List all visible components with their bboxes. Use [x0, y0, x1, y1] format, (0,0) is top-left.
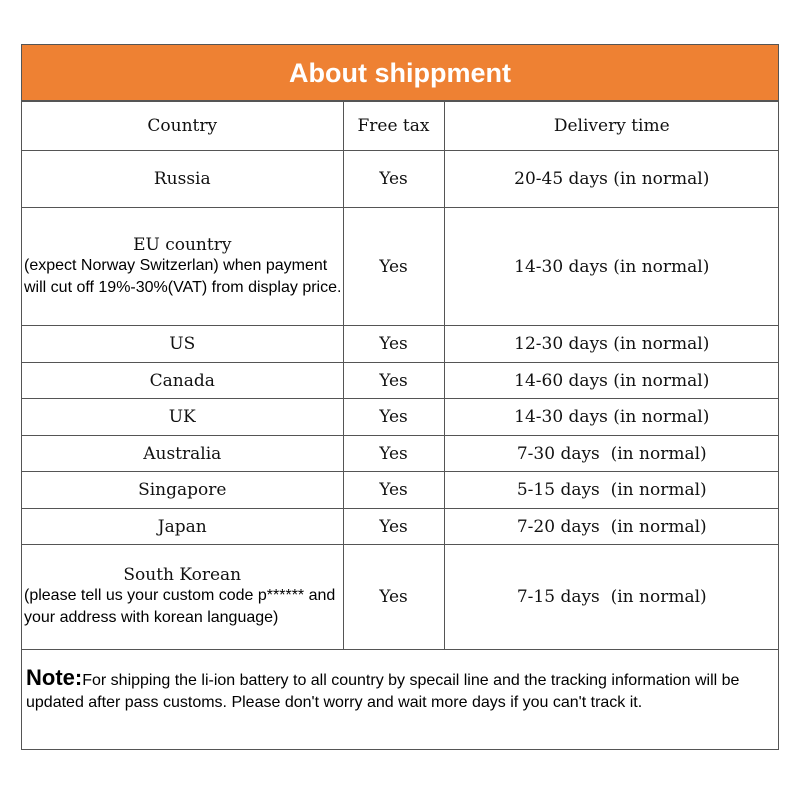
- country-cell: [22, 363, 343, 399]
- country-name: UK: [168, 407, 196, 427]
- country-cell: [22, 399, 343, 436]
- shipping-info-panel: [21, 44, 779, 750]
- table-header-row: [22, 102, 779, 151]
- delivery-time-cell: 14-30 days (in normal): [444, 399, 779, 436]
- table-row: [22, 208, 779, 326]
- country-cell: [22, 472, 343, 509]
- country-name: US: [169, 334, 196, 354]
- table-row: [22, 509, 779, 545]
- country-note: (please tell us your custom code p****** and your address with korean language): [24, 587, 336, 626]
- shipping-table: [22, 101, 779, 650]
- delivery-time-cell: 12-30 days (in normal): [444, 326, 779, 363]
- delivery-time-cell: 7-20 days (in normal): [444, 509, 779, 545]
- table-row: [22, 363, 779, 399]
- table-row: [22, 545, 779, 650]
- free-tax-cell: Yes: [343, 363, 444, 399]
- country-note: (expect Norway Switzerlan) when payment will cut off 19%-30%(VAT) from display price.: [24, 256, 342, 296]
- country-cell: [22, 326, 343, 363]
- free-tax-cell: Yes: [343, 208, 444, 326]
- country-cell: [22, 208, 343, 326]
- page-title: About shippment: [22, 45, 778, 101]
- delivery-time-cell: 14-30 days (in normal): [444, 208, 779, 326]
- table-row: [22, 151, 779, 208]
- column-header-free-tax: Free tax: [343, 102, 444, 151]
- delivery-time-cell: 7-30 days (in normal): [444, 436, 779, 472]
- free-tax-cell: Yes: [343, 472, 444, 509]
- country-name: EU country: [133, 234, 232, 255]
- note-box: [22, 649, 779, 750]
- table-row: [22, 436, 779, 472]
- country-name: Australia: [143, 443, 222, 464]
- country-cell: [22, 151, 343, 208]
- table-row: [22, 326, 779, 363]
- country-cell: [22, 509, 343, 545]
- free-tax-cell: Yes: [343, 545, 444, 650]
- country-name: Singapore: [138, 480, 227, 500]
- country-cell: [22, 545, 343, 650]
- free-tax-cell: Yes: [343, 436, 444, 472]
- country-name: Russia: [153, 169, 211, 189]
- table-row: [22, 472, 779, 509]
- column-header-delivery-time: Delivery time: [444, 102, 779, 151]
- free-tax-cell: Yes: [343, 151, 444, 208]
- country-cell: [22, 436, 343, 472]
- note-label: Note:: [26, 665, 83, 690]
- delivery-time-cell: 14-60 days (in normal): [444, 363, 779, 399]
- country-name: Canada: [149, 370, 215, 391]
- free-tax-cell: Yes: [343, 399, 444, 436]
- table-row: [22, 399, 779, 436]
- column-header-country: Country: [22, 102, 343, 151]
- country-name: South Korean: [123, 565, 242, 585]
- delivery-time-cell: 20-45 days (in normal): [444, 151, 779, 208]
- delivery-time-cell: 7-15 days (in normal): [444, 545, 779, 650]
- delivery-time-cell: 5-15 days (in normal): [444, 472, 779, 509]
- note-text: For shipping the li-ion battery to all country by specail line and the tracking information will be updated after pass customs. Please don't worry and wait more days if you can't track it.: [26, 672, 740, 711]
- country-name: Japan: [157, 516, 207, 537]
- free-tax-cell: Yes: [343, 509, 444, 545]
- free-tax-cell: Yes: [343, 326, 444, 363]
